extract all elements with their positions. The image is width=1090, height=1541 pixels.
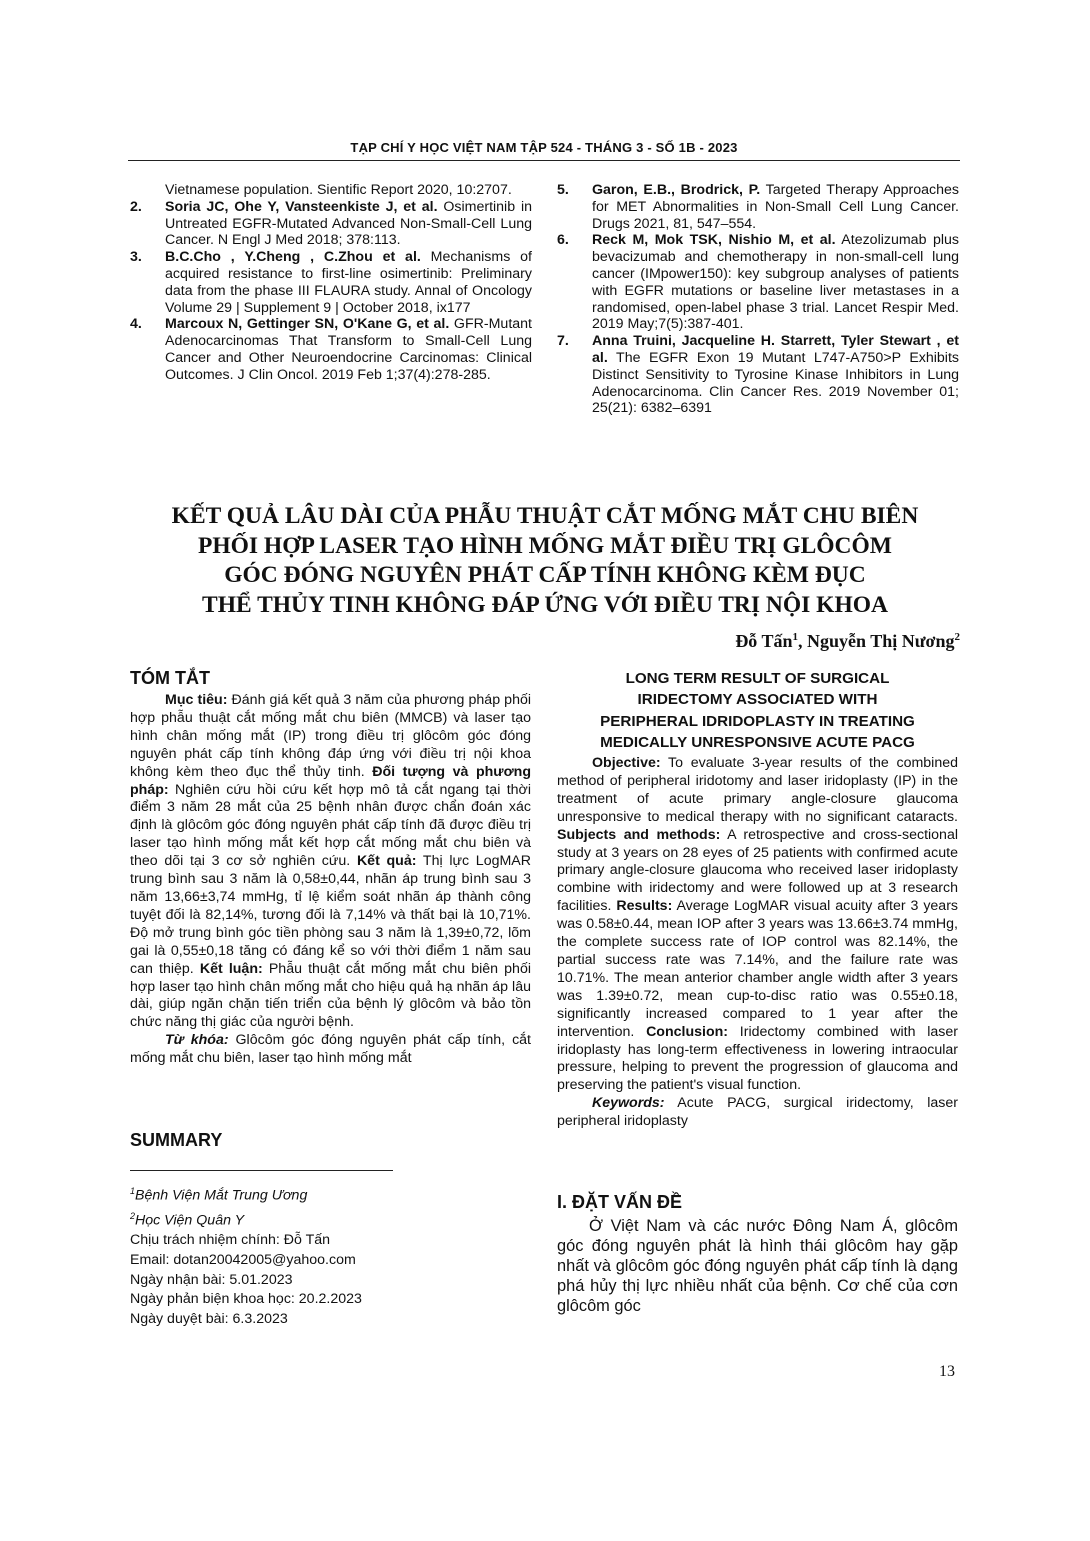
reference-text: Atezolizumab plus bevacizumab and chemotherapy in non-small-cell lung cancer (IMpower150): key subgroup analyses of patients with EGFR mutations or baseline liver metastases in a randomised, open-label phase 3 trial. Lancet Respir Med. 2019 May;7(5):387-401. [592,232,960,333]
section-heading-introduction: I. ĐẶT VẤN ĐỀ [557,1192,683,1212]
reference-number: 2. [130,198,142,215]
reference-number: 5. [557,182,569,198]
reference-text: Mechanisms of acquired resistance to first-line osimertinib: Preliminary data from the phase III FLAURA study. Annal of Oncology Volume 29 | Supplement 9 | October 2018, ix177 [165,249,532,316]
reference-item [557,232,959,333]
affiliation-text: Học Viện Quân Y [135,1212,245,1229]
abstract-label: Kết luận: [199,960,263,977]
summary-heading: SUMMARY [130,1130,223,1150]
date-accepted: Ngày duyệt bài: 6.3.2023 [130,1311,288,1328]
author-separator: , [798,631,808,651]
abstract-english [557,755,958,1131]
reference-number: 4. [130,316,142,333]
abstract-label: Mục tiêu: [165,692,228,708]
abstract-text: Phẫu thuật cắt mống mắt chu biên phối hợp laser tạo hình chân mống mắt cho hiệu quả hạ nhãn áp lâu dài, giúp ngăn chặn tiến triển của bệnh lý glôcôm và bảo tồn chức năng thị giác của người bệnh. [130,960,531,1031]
author-affiliation-mark: 2 [954,631,960,643]
page-number: 13 [939,1363,955,1380]
abstract-label: Objective: [592,755,661,771]
reference-item [557,182,959,232]
affiliation-2 [130,1207,530,1232]
abstract-label: Đối tượng và phương pháp: [130,763,531,798]
reference-text: Targeted Therapy Approaches for MET Abnormalities in Non-Small Cell Lung Cancer. Drugs 2021, 81, 547–554. [592,182,959,232]
abstract-text: Nghiên cứu hồi cứu kết hợp mô tả cắt ngang tại thời điểm 3 năm 28 mắt của 25 bệnh nhân được chẩn đoán xác định là glôcôm góc đóng nguyên phát cấp tính đã được điều trị laser tạo hình mống mắt kết hợp cắt mống mắt chu biên và theo dõi tại 3 cơ sở nghiên cứu. [130,781,531,870]
abstract-label: Results: [616,898,673,915]
abstract-label: Kết quả: [356,853,417,870]
reference-text: Vietnamese population. Sientific Report 2020, 10:2707. [165,182,512,198]
author-line [735,631,960,652]
reference-item [557,333,959,417]
reference-authors: Marcoux N, Gettinger SN, O'Kane G, et al. [165,316,450,333]
running-header: TẠP CHÍ Y HỌC VIỆT NAM TẬP 524 - THÁNG 3 - SỐ 1B - 2023 [350,140,738,155]
english-title-line: LONG TERM RESULT OF SURGICAL [625,670,890,687]
reference-authors: Reck M, Mok TSK, Nishio M, et al. [592,232,836,249]
keywords [130,1032,531,1068]
abstract-text: Đánh giá kết quả 3 năm của phương pháp phối hợp phẫu thuật cắt mống mắt chu biên (MMCB) và laser tạo hình chân mống mắt (IP) trong điều trị glôcôm góc đóng nguyên phát cấp tính không đáp ứng với điều trị nội khoa không kèm theo đục thể thủy tinh. [130,692,532,780]
keywords-text: Glôcôm góc đóng nguyên phát cấp tính, cắt mống mắt chu biên, laser tạo hình mống mắt [130,1032,531,1067]
affiliation-mark: 2 [130,1210,136,1221]
email: Email: dotan20042005@yahoo.com [130,1251,356,1268]
references-right [557,182,959,417]
reference-item [130,249,532,316]
affiliation-mark: 1 [130,1186,136,1196]
abstract-text: Thị lực LogMAR trung bình sau 3 năm là 0,58±0,44, nhãn áp trung bình sau 3 năm 13,66±3,74 mmHg, tỉ lệ kiểm soát nhãn áp thành công tuyệt đối là 82,14%, tương đối là 7,14% và thất bại là 10,71%. Độ mở trung bình góc tiền phòng sau 3 năm là 1,39±0,72, lõm gai là 0,55±0,18 tăng có đáng kể so với thời điểm 1 năm sau can thiệp. [130,853,531,977]
english-title-line: MEDICALLY UNRESPONSIVE ACUTE PACG [600,734,915,752]
abstract-label: Subjects and methods: [557,826,721,843]
reference-text: GFR-Mutant Adenocarcinomas That Transform to Small-Cell Lung Cancer and Other Neuroendocrine Carcinomas: Clinical Outcomes. J Clin Oncol. 2019 Feb 1;37(4):278-285. [165,316,532,383]
title-line: KẾT QUẢ LÂU DÀI CỦA PHẪU THUẬT CẮT MỐNG MẮT CHU BIÊN [171,503,919,529]
abstract-vietnamese [130,668,531,1068]
abstract-text: A retrospective and cross-sectional study at 3 years on 28 eyes of 25 patients with confirmed acute primary angle-closure glaucoma who received laser iridoplasty combine with iridectomy and were followed up at 3 research facilities. [557,826,958,915]
abstract-text: Average LogMAR visual acuity after 3 years was 0.58±0.44, mean IOP after 3 years was 13.66±3.74 mmHg, the complete success rate of IOP control was 82.14%, the partial success rate was 7.14%, and the failure rate was 10.71%. The mean anterior chamber angle width after 3 years was 1.39±0.72, mean cup-to-disc ratio was 0.55±0.18, significantly increased compared to 1 year after the intervention. [557,898,959,1040]
affiliation-1 [130,1182,530,1207]
reference-item [130,182,532,199]
corresponding-author: Chịu trách nhiệm chính: Đỗ Tấn [130,1232,331,1249]
reference-number: 3. [130,249,142,266]
abstract-body [557,755,958,1095]
references-left [130,182,532,384]
keywords [557,1095,958,1131]
introduction-paragraph: Ở Việt Nam và các nước Đông Nam Á, glôcôm góc đóng nguyên phát là hình thái glôcôm hay gặp nhất và glôcôm góc đóng nguyên phát cấp tính là dạng phá hủy thị lực nhiều nhất của bệnh. Cơ chế của cơn glôcôm góc [557,1217,958,1315]
header-rule [128,160,960,161]
abstract-text: Iridectomy combined with laser iridoplasty has long-term effectiveness in lowering intraocular pressure, helping to prevent the progression of glaucoma and preserving the patient's visual function. [557,1023,959,1094]
english-title-line: PERIPHERAL IDRIDOPLASTY IN TREATING [600,712,915,730]
reference-authors: Garon, E.B., Brodrick, P. [592,182,761,198]
date-received: Ngày nhận bài: 5.01.2023 [130,1271,293,1288]
author-name: Nguyễn Thị Nương [807,631,955,651]
reference-number: 6. [557,232,569,249]
abstract-heading: TÓM TẮT [130,668,210,688]
article-title [130,502,960,620]
keywords-text: Acute PACG, surgical iridectomy, laser peripheral iridoplasty [557,1095,958,1130]
reference-authors: Anna Truini, Jacqueline H. Starrett, Tyler Stewart , et al. [592,333,959,366]
keywords-label: Từ khóa: [165,1032,229,1049]
footnotes [130,1182,530,1330]
title-line: PHỐI HỢP LASER TẠO HÌNH MỐNG MẮT ĐIỀU TRỊ GLÔCÔM [198,532,892,559]
author-affiliation-mark: 1 [792,631,799,643]
abstract-label: Conclusion: [646,1023,729,1040]
title-line: THỂ THỦY TINH KHÔNG ĐÁP ỨNG VỚI ĐIỀU TRỊ NỘI KHOA [202,591,888,618]
reference-authors: Soria JC, Ohe Y, Vansteenkiste J, et al. [165,198,438,215]
reference-authors: B.C.Cho , Y.Cheng , C.Zhou et al. [165,249,421,266]
english-title-line: IRIDECTOMY ASSOCIATED WITH [637,691,878,709]
reference-item [130,316,532,383]
footnote-rule [130,1170,393,1171]
keywords-label: Keywords: [592,1095,665,1112]
affiliation-text: Bệnh Viện Mắt Trung Ương [135,1187,308,1204]
reference-text: The EGFR Exon 19 Mutant L747-A750>P Exhibits Distinct Sensitivity to Tyrosine Kinase Inhibitors in Lung Adenocarcinoma. Clin Cancer Res. 2019 November 01; 25(21): 6382–6391 [592,349,959,417]
english-title [557,668,958,754]
author-name: Đỗ Tấn [735,631,793,651]
reference-number: 7. [557,333,569,350]
title-line: GÓC ĐÓNG NGUYÊN PHÁT CẤP TÍNH KHÔNG KÈM ĐỤC [224,562,866,588]
reference-item [130,199,532,249]
date-reviewed: Ngày phản biện khoa học: 20.2.2023 [130,1291,362,1308]
abstract-text: To evaluate 3-year results of the combined method of peripheral iridotomy and laser iridoplasty (IP) in the treatment of acute primary angle-closure glaucoma unresponsive to medical therapy with no significant cataracts. [557,755,958,825]
abstract-body [130,692,531,1032]
reference-text: Osimertinib in Untreated EGFR-Mutated Advanced Non-Small-Cell Lung Cancer. N Engl J Med 2018; 378:113. [165,198,532,249]
